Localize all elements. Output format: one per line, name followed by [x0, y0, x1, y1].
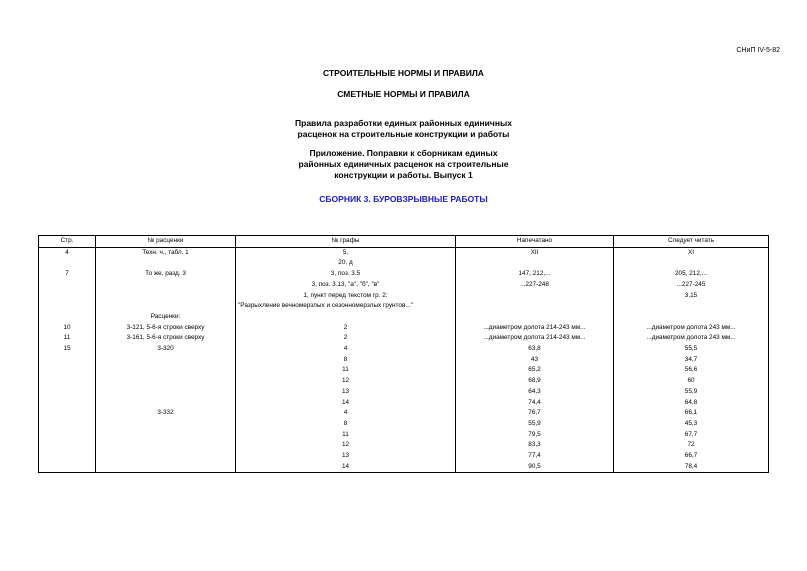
- cell-rate-number: [96, 430, 236, 441]
- table-row: [39, 355, 769, 366]
- title-appendix-line-2: районных единичных расценок на строительные: [298, 159, 509, 169]
- cell-printed: [456, 258, 614, 269]
- cell-should-read: [614, 258, 769, 269]
- table-row: [39, 387, 769, 398]
- cell-should-read: 78,4: [614, 462, 769, 473]
- cell-rate-number: Расценки:: [96, 312, 236, 323]
- cell-should-read: 72: [614, 440, 769, 451]
- table-row: [39, 376, 769, 387]
- cell-rate-number: [96, 355, 236, 366]
- cell-printed: 55,9: [456, 419, 614, 430]
- table-row: [39, 333, 769, 344]
- cell-printed: 83,3: [456, 440, 614, 451]
- cell-rate-number: [96, 440, 236, 451]
- cell-printed: ...диаметром долота 214-243 мм...: [456, 333, 614, 344]
- table-row: [39, 323, 769, 334]
- cell-should-read: ...диаметром долота 243 мм...: [614, 323, 769, 334]
- table-row: [39, 430, 769, 441]
- title-rules-line-2: расценок на строительные конструкции и работы: [297, 129, 510, 139]
- title-rules-line-1: Правила разработки единых районных единичных: [295, 118, 512, 128]
- cell-page: [39, 376, 96, 387]
- cell-column-number: 2: [236, 323, 456, 334]
- cell-printed: 63,8: [456, 344, 614, 355]
- cell-page: [39, 451, 96, 462]
- cell-should-read: 55,9: [614, 387, 769, 398]
- cell-printed: 79,5: [456, 430, 614, 441]
- title-rules: [0, 118, 807, 140]
- cell-rate-number: Техн. ч., табл. 1: [96, 247, 236, 258]
- header-column-number: № графы: [236, 236, 456, 248]
- table-row: [39, 312, 769, 323]
- cell-column-number: 8: [236, 355, 456, 366]
- table-header-row: [39, 236, 769, 248]
- cell-page: 11: [39, 333, 96, 344]
- cell-column-number: 13: [236, 451, 456, 462]
- cell-column-number: 2: [236, 333, 456, 344]
- cell-printed: 65,2: [456, 365, 614, 376]
- cell-printed: 74,4: [456, 398, 614, 409]
- cell-column-number: 3, поз. 3.5: [236, 269, 456, 280]
- collection-title: СБОРНИК 3. БУРОВЗРЫВНЫЕ РАБОТЫ: [319, 194, 488, 204]
- cell-column-number: 14: [236, 398, 456, 409]
- cell-rate-number: 3-161, 5-6-я строки сверху: [96, 333, 236, 344]
- cell-column-number: 5,: [236, 247, 456, 258]
- cell-rate-number: [96, 301, 236, 312]
- cell-should-read: 64,8: [614, 398, 769, 409]
- corrections-table: [38, 235, 769, 473]
- cell-printed: ...диаметром долота 214-243 мм...: [456, 323, 614, 334]
- cell-should-read: 45,3: [614, 419, 769, 430]
- table-row: [39, 247, 769, 258]
- cell-rate-number: [96, 451, 236, 462]
- table-row: [39, 269, 769, 280]
- cell-should-read: ...диаметром долота 243 мм...: [614, 333, 769, 344]
- title-estimate-norms: СМЕТНЫЕ НОРМЫ И ПРАВИЛА: [337, 89, 470, 99]
- cell-page: [39, 365, 96, 376]
- cell-column-number: 20, д: [236, 258, 456, 269]
- cell-column-number: 11: [236, 365, 456, 376]
- cell-printed: 147, 212,...: [456, 269, 614, 280]
- cell-column-number: 8: [236, 419, 456, 430]
- cell-should-read: 67,7: [614, 430, 769, 441]
- title-building-norms: СТРОИТЕЛЬНЫЕ НОРМЫ И ПРАВИЛА: [323, 68, 484, 78]
- table-body: [39, 247, 769, 473]
- table-row: [39, 408, 769, 419]
- cell-printed: 77,4: [456, 451, 614, 462]
- cell-column-number: 13: [236, 387, 456, 398]
- cell-printed: 64,3: [456, 387, 614, 398]
- cell-column-number: 12: [236, 376, 456, 387]
- header-printed: Напечатано: [456, 236, 614, 248]
- header-rate-number: № расценки: [96, 236, 236, 248]
- cell-page: [39, 301, 96, 312]
- cell-page: 7: [39, 269, 96, 280]
- header-page: Стр.: [39, 236, 96, 248]
- cell-page: [39, 440, 96, 451]
- cell-page: 15: [39, 344, 96, 355]
- cell-printed: 68,9: [456, 376, 614, 387]
- table-row: [39, 365, 769, 376]
- cell-rate-number: 3-332: [96, 408, 236, 419]
- cell-rate-number: [96, 280, 236, 291]
- cell-should-read: XI: [614, 247, 769, 258]
- cell-printed: 76,7: [456, 408, 614, 419]
- cell-column-number: 1, пункт перед текстом гр. 2:: [236, 291, 456, 302]
- cell-page: [39, 408, 96, 419]
- table-row: [39, 301, 769, 312]
- cell-page: [39, 462, 96, 473]
- document-code: СНиП IV-5-82: [736, 47, 780, 54]
- cell-page: [39, 258, 96, 269]
- cell-page: [39, 430, 96, 441]
- cell-page: [39, 291, 96, 302]
- title-appendix-line-3: конструкции и работы. Выпуск 1: [334, 170, 473, 180]
- cell-column-number: 14: [236, 462, 456, 473]
- cell-printed: XII: [456, 247, 614, 258]
- cell-column-number: 11: [236, 430, 456, 441]
- cell-should-read: 66,7: [614, 451, 769, 462]
- table-row: [39, 280, 769, 291]
- title-appendix-line-1: Приложение. Поправки к сборникам единых: [309, 148, 498, 158]
- cell-page: [39, 419, 96, 430]
- cell-page: [39, 280, 96, 291]
- table-row: [39, 398, 769, 409]
- cell-column-number: [236, 312, 456, 323]
- cell-printed: ...227-248: [456, 280, 614, 291]
- cell-rate-number: [96, 419, 236, 430]
- cell-column-number: 4: [236, 344, 456, 355]
- cell-column-number: 4: [236, 408, 456, 419]
- cell-should-read: 34,7: [614, 355, 769, 366]
- table-row: [39, 451, 769, 462]
- cell-should-read: 205, 212,...: [614, 269, 769, 280]
- cell-page: [39, 312, 96, 323]
- cell-should-read: 55,5: [614, 344, 769, 355]
- cell-page: [39, 355, 96, 366]
- table-row: [39, 344, 769, 355]
- cell-rate-number: [96, 376, 236, 387]
- cell-page: [39, 398, 96, 409]
- title-appendix: [0, 148, 807, 181]
- cell-page: [39, 387, 96, 398]
- table-row: [39, 258, 769, 269]
- cell-should-read: 3,15: [614, 291, 769, 302]
- cell-rate-number: [96, 291, 236, 302]
- cell-rate-number: 3-121, 5-6-я строки сверху: [96, 323, 236, 334]
- cell-page: 4: [39, 247, 96, 258]
- cell-printed: 43: [456, 355, 614, 366]
- cell-rate-number: То же, разд. 3: [96, 269, 236, 280]
- cell-should-read: ...227-245: [614, 280, 769, 291]
- cell-should-read: [614, 301, 769, 312]
- cell-printed: [456, 312, 614, 323]
- cell-should-read: [614, 312, 769, 323]
- cell-column-number: "Разрыхление вечномерзлых и сезонномерзлых грунтов...": [236, 301, 456, 312]
- cell-printed: [456, 291, 614, 302]
- cell-rate-number: [96, 398, 236, 409]
- cell-printed: 90,5: [456, 462, 614, 473]
- cell-should-read: 56,6: [614, 365, 769, 376]
- cell-should-read: 66,1: [614, 408, 769, 419]
- cell-page: 10: [39, 323, 96, 334]
- table-row: [39, 462, 769, 473]
- table-row: [39, 291, 769, 302]
- table-row: [39, 419, 769, 430]
- cell-column-number: 12: [236, 440, 456, 451]
- table-row: [39, 440, 769, 451]
- cell-rate-number: [96, 258, 236, 269]
- cell-printed: [456, 301, 614, 312]
- cell-column-number: 3, поз. 3.13, "а", "б", "в": [236, 280, 456, 291]
- cell-rate-number: [96, 387, 236, 398]
- header-should-read: Следует читать: [614, 236, 769, 248]
- cell-should-read: 60: [614, 376, 769, 387]
- cell-rate-number: [96, 462, 236, 473]
- cell-rate-number: [96, 365, 236, 376]
- cell-rate-number: 3-320: [96, 344, 236, 355]
